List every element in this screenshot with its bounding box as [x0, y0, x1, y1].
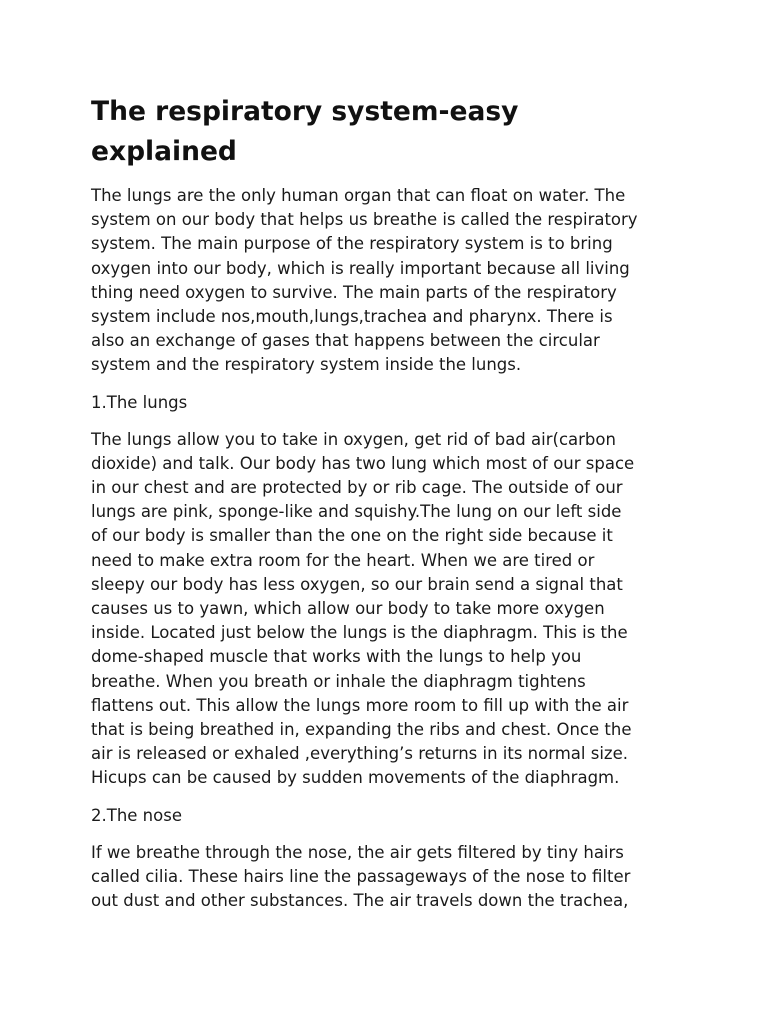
- paragraph-line: that is being breathed in, expanding the ribs and chest. Once the: [91, 720, 632, 740]
- paragraph-line: of our body is smaller than the one on the right side because it: [91, 526, 613, 546]
- paragraph-line: thing need oxygen to survive. The main parts of the respiratory: [91, 282, 617, 302]
- nose-paragraph: [91, 841, 691, 914]
- paragraph-line: air is released or exhaled ,everything’s returns in its normal size.: [91, 744, 628, 764]
- section-heading-lungs: 1.The lungs: [91, 392, 188, 412]
- paragraph-line: system on our body that helps us breathe is called the respiratory: [91, 210, 638, 230]
- paragraph-line: out dust and other substances. The air travels down the trachea,: [91, 891, 629, 911]
- paragraph-line: system and the respiratory system inside the lungs.: [91, 355, 522, 375]
- paragraph-line: in our chest and are protected by or rib cage. The outside of our: [91, 478, 623, 498]
- paragraph-line: If we breathe through the nose, the air gets filtered by tiny hairs: [91, 842, 624, 862]
- title-line: explained: [91, 136, 237, 167]
- paragraph-line: system include nos,mouth,lungs,trachea and pharynx. There is: [91, 307, 613, 327]
- paragraph-line: sleepy our body has less oxygen, so our brain send a signal that: [91, 574, 623, 594]
- paragraph-line: inside. Located just below the lungs is the diaphragm. This is the: [91, 623, 628, 643]
- lungs-paragraph: [91, 428, 691, 791]
- document-title: [91, 92, 691, 172]
- paragraph-line: The lungs are the only human organ that can float on water. The: [91, 186, 626, 205]
- title-line: The respiratory system-easy: [91, 96, 519, 127]
- paragraph-line: breathe. When you breath or inhale the diaphragm tightens: [91, 671, 586, 691]
- paragraph-line: dome-shaped muscle that works with the lungs to help you: [91, 647, 582, 667]
- paragraph-line: dioxide) and talk. Our body has two lung which most of our space: [91, 453, 635, 473]
- intro-paragraph: [91, 184, 691, 378]
- paragraph-line: causes us to yawn, which allow our body to take more oxygen: [91, 599, 605, 619]
- document-page: [91, 92, 691, 913]
- paragraph-line: lungs are pink, sponge-like and squishy.The lung on our left side: [91, 502, 622, 522]
- paragraph-line: also an exchange of gases that happens between the circular: [91, 331, 600, 351]
- paragraph-line: system. The main purpose of the respiratory system is to bring: [91, 234, 613, 254]
- paragraph-line: oxygen into our body, which is really important because all living: [91, 258, 630, 278]
- paragraph-line: Hicups can be caused by sudden movements of the diaphragm.: [91, 768, 620, 788]
- paragraph-line: flattens out. This allow the lungs more room to fill up with the air: [91, 695, 629, 715]
- section-heading-nose: 2.The nose: [91, 805, 182, 825]
- paragraph-line: called cilia. These hairs line the passageways of the nose to filter: [91, 866, 631, 886]
- paragraph-line: The lungs allow you to take in oxygen, get rid of bad air(carbon: [91, 429, 616, 449]
- paragraph-line: need to make extra room for the heart. When we are tired or: [91, 550, 595, 570]
